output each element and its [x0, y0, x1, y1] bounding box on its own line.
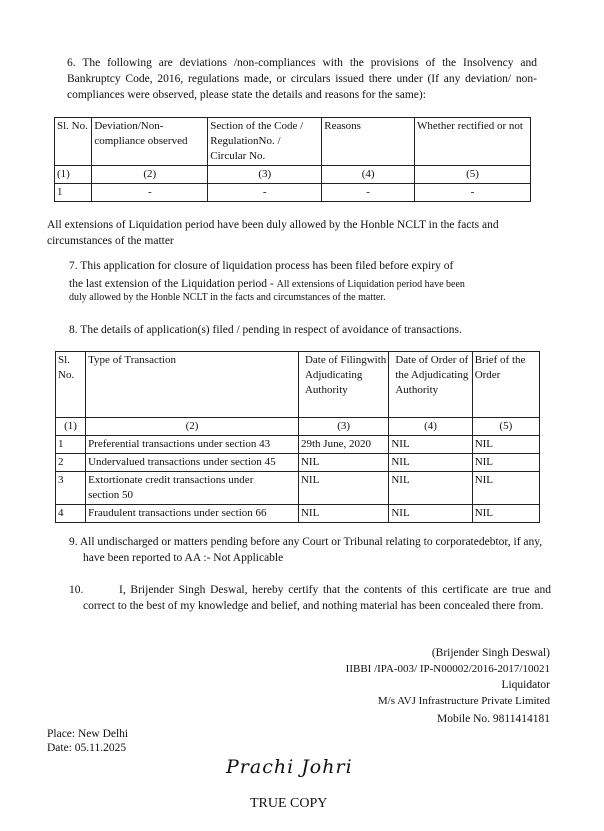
- header-sl-no: Sl. No.: [55, 118, 92, 166]
- table-row: [55, 184, 531, 202]
- deviations-table: [54, 117, 531, 202]
- cell: NIL: [298, 505, 388, 523]
- cell: -: [322, 184, 415, 202]
- num-cell: (1): [55, 166, 92, 184]
- table-number-row: [55, 166, 531, 184]
- item7-line1: 7. This application for closure of liquidation process has been filed before expiry of: [69, 260, 454, 272]
- signatory-registration: IIBBI /IPA-003/ IP-N00002/2016-2017/10021: [345, 663, 550, 675]
- item10-text: I, Brijender Singh Deswal, hereby certify that the contents of this certificate are true and correct to the best of my knowledge and belief, and nothing material has been concealed there from.: [83, 584, 551, 612]
- cell: -: [92, 184, 208, 202]
- signatory-role: Liquidator: [501, 679, 550, 691]
- cell: 29th June, 2020: [298, 436, 388, 454]
- avoidance-table: [55, 351, 540, 523]
- cell: -: [208, 184, 322, 202]
- item7-line3: duly allowed by the Honble NCLT in the facts and circumstances of the matter.: [69, 292, 386, 303]
- num-cell: (5): [415, 166, 531, 184]
- cell: NIL: [389, 505, 472, 523]
- cell: NIL: [472, 436, 539, 454]
- cell: NIL: [389, 454, 472, 472]
- num-cell: (3): [298, 418, 388, 436]
- cell: 3: [56, 472, 86, 505]
- header-sl-no: Sl. No.: [56, 352, 86, 418]
- num-cell: (3): [208, 166, 322, 184]
- cell: Undervalued transactions under section 45: [86, 454, 299, 472]
- cell: NIL: [472, 472, 539, 505]
- cell: 1: [55, 184, 92, 202]
- item6-note: All extensions of Liquidation period have been duly allowed by the Honble NCLT in the facts and circumstances of the matter: [47, 219, 499, 247]
- header-brief: Brief of the Order: [472, 352, 539, 418]
- signatory-name: (Brijender Singh Deswal): [431, 647, 550, 659]
- header-section: Section of the Code / RegulationNo. / Circular No.: [208, 118, 322, 166]
- item6-text: 6. The following are deviations /non-compliances with the provisions of the Insolvency and Bankruptcy Code, 2016, regulations made, or circulars issued there under (If any deviation/ non-compliances were observed, please state the details and reasons for the same):: [67, 57, 537, 101]
- item9-text: 9. All undischarged or matters pending before any Court or Tribunal relating to corporatedebtor, if any, have been reported to AA :- Not Applicable: [69, 536, 543, 564]
- header-date-filing: Date of Filingwith Adjudicating Authority: [298, 352, 388, 418]
- table-row: [56, 505, 540, 523]
- header-reasons: Reasons: [322, 118, 415, 166]
- table-header-row: [55, 118, 531, 166]
- num-cell: (4): [389, 418, 472, 436]
- cell: NIL: [298, 472, 388, 505]
- header-deviation: Deviation/Non-compliance observed: [92, 118, 208, 166]
- date: Date: 05.11.2025: [47, 742, 127, 754]
- num-cell: (2): [86, 418, 299, 436]
- handwritten-signature: Prachi Johri: [226, 756, 353, 778]
- table-header-row: [56, 352, 540, 418]
- cell: 2: [56, 454, 86, 472]
- cell: NIL: [389, 472, 472, 505]
- header-type: Type of Transaction: [86, 352, 299, 418]
- cell: NIL: [472, 505, 539, 523]
- cell: Preferential transactions under section 43: [86, 436, 299, 454]
- cell: Extortionate credit transactions under section 50: [86, 472, 299, 505]
- header-rectified: Whether rectified or not: [415, 118, 531, 166]
- signatory-company: M/s AVJ Infrastructure Private Limited: [377, 695, 550, 707]
- true-copy-label: TRUE COPY: [250, 796, 328, 811]
- signatory-block: [290, 645, 550, 709]
- num-cell: (1): [56, 418, 86, 436]
- item7-line2-note: All extensions of Liquidation period have been: [276, 279, 465, 290]
- table-row: [56, 436, 540, 454]
- place: Place: New Delhi: [47, 728, 129, 740]
- cell: NIL: [389, 436, 472, 454]
- signatory-mobile: Mobile No. 9811414181: [437, 713, 550, 725]
- table-row: [56, 454, 540, 472]
- item7-line2-main: the last extension of the Liquidation period -: [69, 278, 277, 290]
- header-date-order: Date of Order of the Adjudicating Authority: [389, 352, 472, 418]
- cell: Fraudulent transactions under section 66: [86, 505, 299, 523]
- cell: -: [415, 184, 531, 202]
- num-cell: (5): [472, 418, 539, 436]
- cell: 4: [56, 505, 86, 523]
- item10-number: 10.: [69, 584, 84, 596]
- num-cell: (2): [92, 166, 208, 184]
- cell: NIL: [298, 454, 388, 472]
- cell: 1: [56, 436, 86, 454]
- num-cell: (4): [322, 166, 415, 184]
- table-row: [56, 472, 540, 505]
- item8-text: 8. The details of application(s) filed / pending in respect of avoidance of transactions.: [69, 324, 462, 336]
- cell: NIL: [472, 454, 539, 472]
- table-number-row: [56, 418, 540, 436]
